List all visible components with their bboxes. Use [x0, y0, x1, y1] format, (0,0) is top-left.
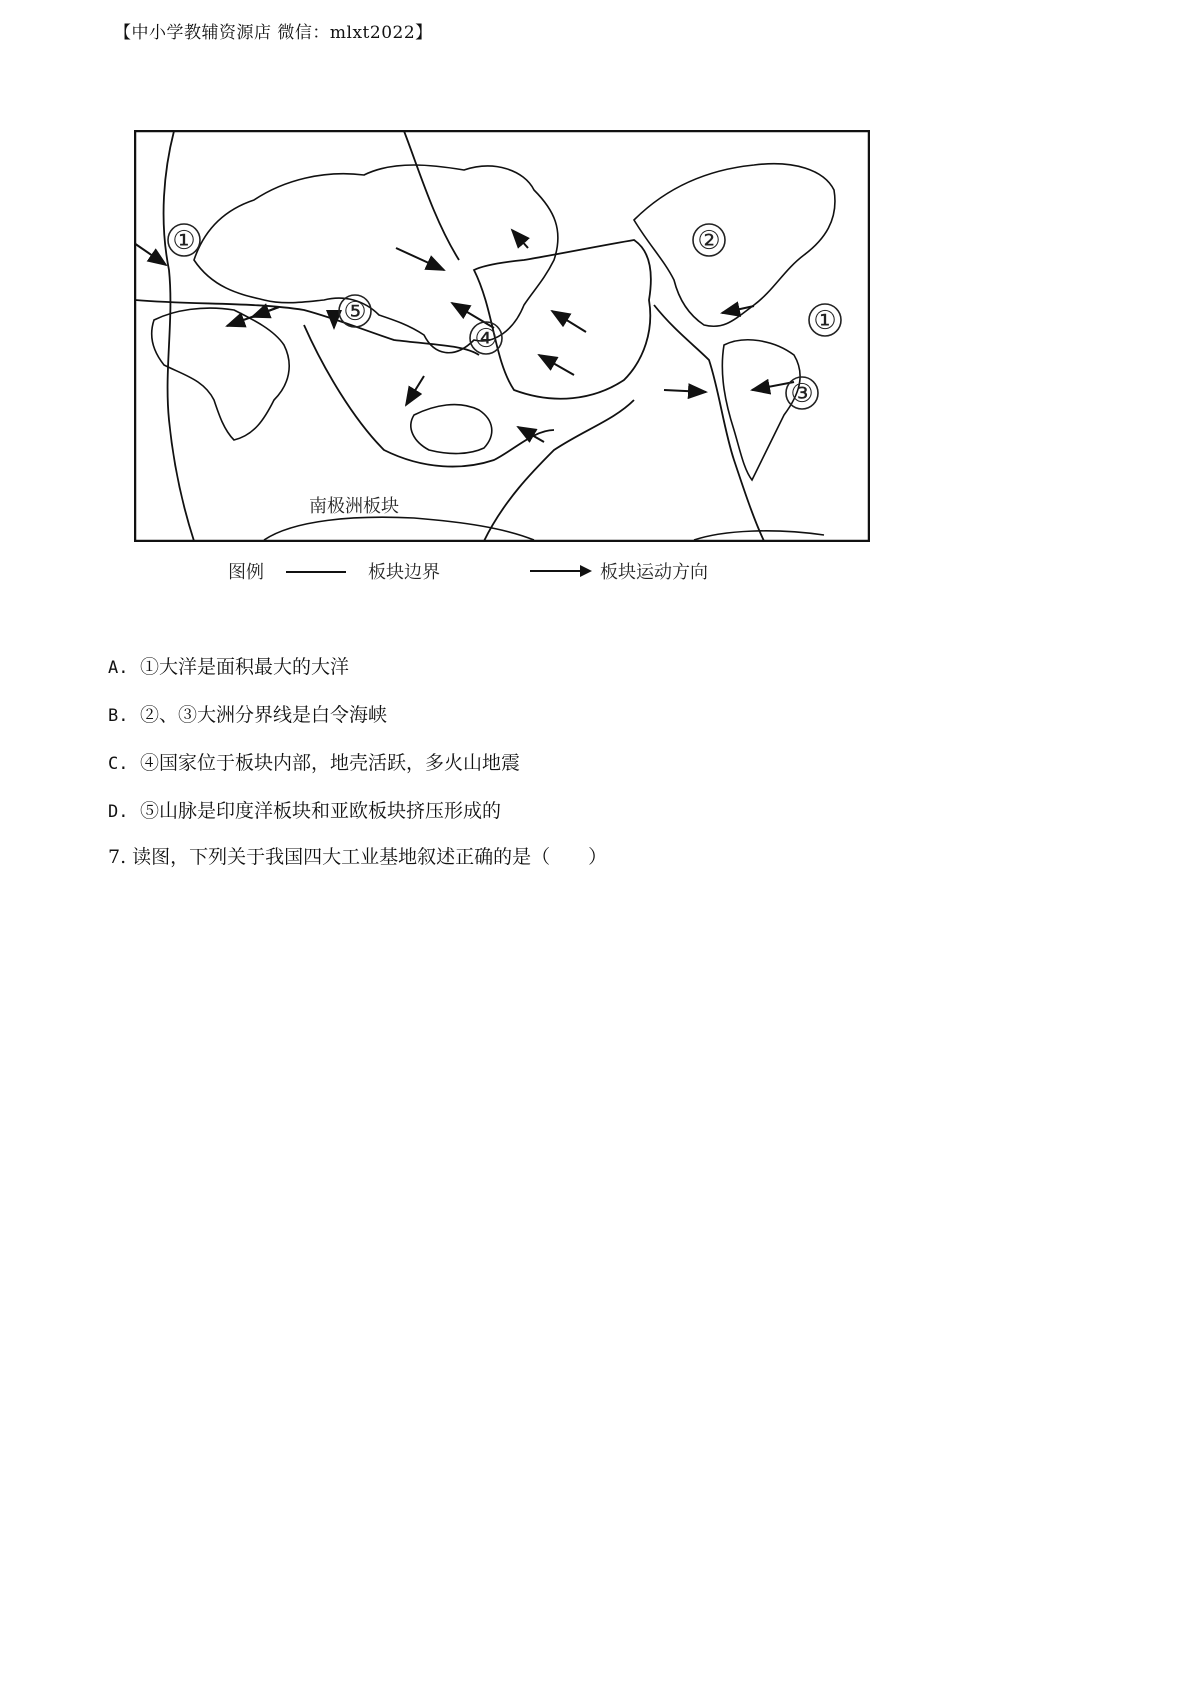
marker-4: ④ — [474, 324, 498, 354]
legend-direction-label: 板块运动方向 — [600, 562, 708, 583]
question-7: 7. 读图，下列关于我国四大工业基地叙述正确的是（ ） — [108, 846, 608, 868]
marker-2: ② — [697, 226, 721, 256]
map-legend — [228, 558, 748, 588]
answer-options — [108, 652, 520, 844]
legend-title: 图例 — [228, 562, 264, 583]
option-c-key: C. — [108, 754, 129, 774]
antarctic-plate-label: 南极洲板块 — [309, 496, 399, 517]
option-d — [108, 796, 520, 844]
plate-map-svg — [134, 130, 870, 542]
option-b-text: ②、③大洲分界线是白令海峡 — [140, 704, 388, 726]
marker-1-east: ① — [813, 306, 837, 336]
option-d-text: ⑤山脉是印度洋板块和亚欧板块挤压形成的 — [140, 800, 502, 822]
option-a-key: A. — [108, 658, 129, 678]
legend-direction-arrow-icon — [530, 564, 592, 578]
option-b-key: B. — [108, 706, 129, 726]
option-d-key: D. — [108, 802, 129, 822]
option-a-text: ①大洋是面积最大的大洋 — [140, 656, 350, 678]
legend-boundary-line — [286, 570, 346, 574]
option-a — [108, 652, 520, 700]
marker-1-west: ① — [172, 226, 196, 256]
option-b — [108, 700, 520, 748]
marker-5: ⑤ — [343, 297, 367, 327]
option-c — [108, 748, 520, 796]
source-note: 【中小学教辅资源店 微信：mlxt2022】 — [114, 23, 433, 43]
option-c-text: ④国家位于板块内部，地壳活跃，多火山地震 — [140, 752, 521, 774]
legend-boundary-label: 板块边界 — [368, 562, 440, 583]
marker-3: ③ — [790, 379, 814, 409]
plate-map-figure — [134, 130, 870, 542]
